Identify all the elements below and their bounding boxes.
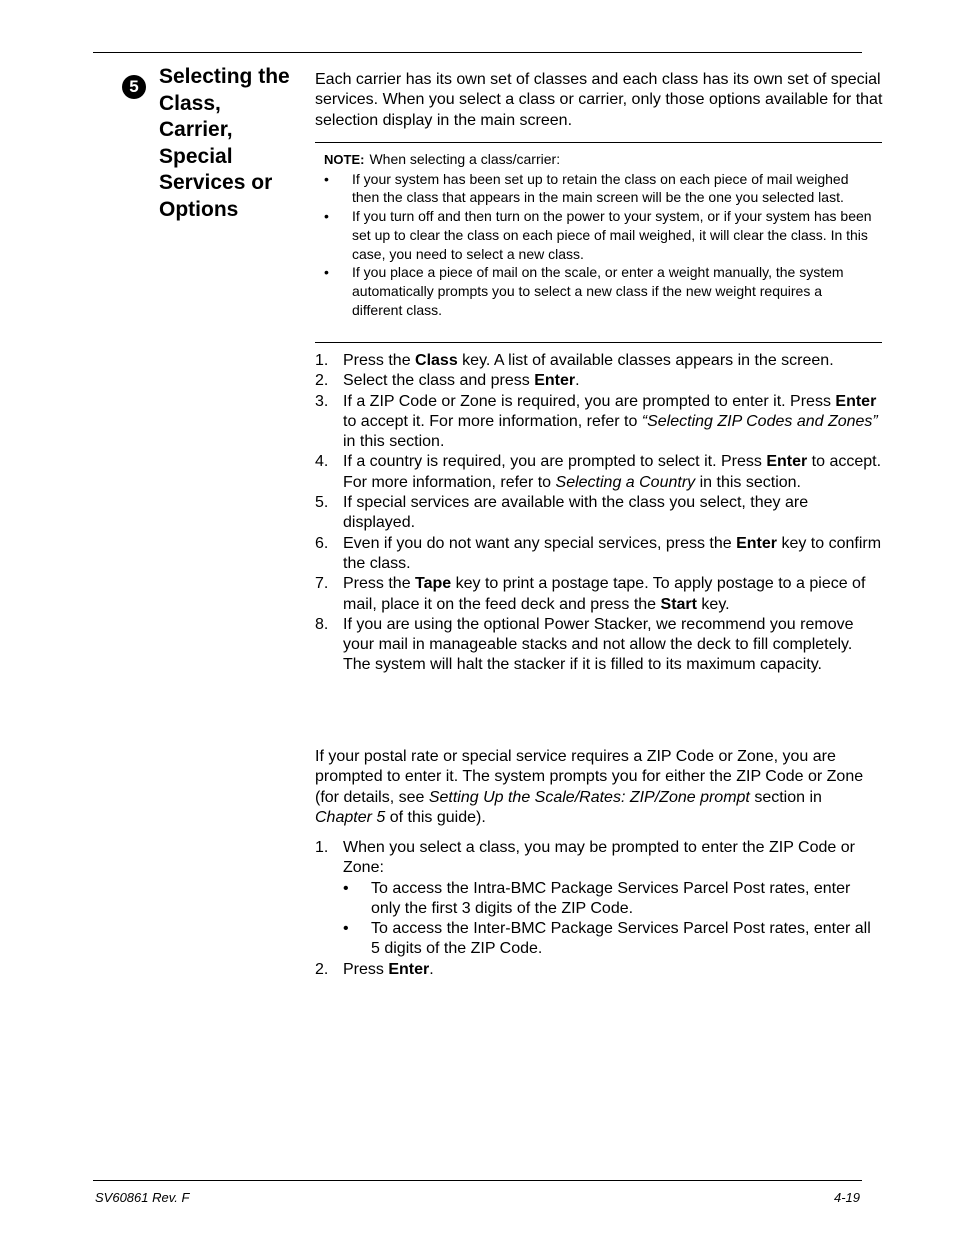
note-item: • If you place a piece of mail on the scale, or enter a weight manually, the system automatically prompts you to select a new class if the new weight requires a different class. <box>324 263 874 319</box>
step-number: 2. <box>315 372 329 390</box>
step-text: key to confirm the class. <box>343 534 882 572</box>
step-number: 3. <box>315 392 329 410</box>
step-text: When you select a class, you may be prompted to enter the ZIP Code or Zone: <box>343 839 855 877</box>
step-number: 2. <box>315 960 329 978</box>
step-item <box>315 371 883 391</box>
note-item: • If you turn off and then turn on the power to your system, or if your system has been set up to clear the class on each piece of mail weighed, it will clear the class. In this case, you need to select a new class. <box>324 207 874 263</box>
zip-bullet-item: • To access the Intra-BMC Package Services Parcel Post rates, enter only the first 3 digits of the ZIP Code. <box>343 879 883 920</box>
key-name: Enter <box>835 392 877 410</box>
intro-paragraph: Each carrier has its own set of classes and each class has its own set of special services. When you select a class or carrier, only those options available for that selection display in the main screen. <box>315 71 883 129</box>
step-text: Press <box>343 960 389 978</box>
step-text: Press the <box>343 352 416 369</box>
step-item <box>315 493 883 534</box>
footer-document-id: SV60861 Rev. F <box>95 1190 190 1205</box>
step-item <box>315 838 883 960</box>
step-item <box>315 615 883 676</box>
zip-text: If your postal rate or special service requires a ZIP Code or Zone, you are prompted to enter it. The system prompts you for either the ZIP Code or Zone (for details, see <box>315 748 864 806</box>
step-text: to accept. For more information, refer to <box>343 453 882 491</box>
step-text: key to print a postage tape. To apply postage to a piece of mail, place it on the feed deck and press the <box>343 575 866 613</box>
step-number: 8. <box>315 615 329 633</box>
zip-steps-list <box>315 838 883 980</box>
step-number: 1. <box>315 839 329 856</box>
note-item: • If your system has been set up to retain the class on each piece of mail weighed then the class that appears in the main screen will be the one you selected last. <box>324 170 874 207</box>
note-heading <box>324 150 874 170</box>
cross-reference: Chapter 5 <box>315 808 386 826</box>
step-number: 6. <box>315 534 329 552</box>
key-name: Start <box>660 595 697 613</box>
key-name: Enter <box>736 534 777 552</box>
step-item <box>315 392 883 453</box>
step-text: Press the <box>343 575 416 593</box>
step-text: to accept it. For more information, refer to <box>343 412 642 430</box>
top-rule <box>93 52 862 53</box>
step-item <box>315 574 883 615</box>
zip-bullet-list <box>343 879 883 960</box>
cross-reference: Selecting a Country <box>555 473 696 491</box>
step-text: Select the class and press <box>343 372 535 390</box>
step-number: 1. <box>315 352 329 369</box>
step-text: in this section. <box>343 433 445 451</box>
step-number-badge: 5 <box>122 75 146 99</box>
step-number: 5. <box>315 494 329 512</box>
note-box <box>315 142 882 343</box>
cross-reference: “Selecting ZIP Codes and Zones” <box>641 412 878 430</box>
step-number: 4. <box>315 453 329 471</box>
class-steps-list <box>315 351 883 676</box>
step-text: If special services are available with the class you select, they are displayed. <box>343 494 809 532</box>
key-name: Enter <box>766 453 808 471</box>
step-text: key. <box>696 595 730 613</box>
footer-rule <box>93 1180 862 1181</box>
step-text: If a ZIP Code or Zone is required, you are prompted to enter it. Press <box>343 392 836 410</box>
step-item <box>315 351 883 371</box>
zip-bullet-item: • To access the Inter-BMC Package Services Parcel Post rates, enter all 5 digits of the ZIP Code. <box>343 919 883 960</box>
step-item <box>315 960 883 980</box>
step-text: . <box>429 960 434 978</box>
key-name: Enter <box>534 372 576 390</box>
note-label: NOTE: <box>324 152 365 167</box>
cross-reference: Setting Up the Scale/Rates: ZIP/Zone prompt <box>428 788 750 806</box>
key-name: Tape <box>415 575 452 593</box>
note-heading-text: When selecting a class/carrier: <box>369 151 561 167</box>
section-heading: Selecting the Class, Carrier, Special Services or Options <box>159 65 290 221</box>
step-text: Even if you do not want any special services, press the <box>343 534 737 552</box>
step-text: in this section. <box>695 473 801 491</box>
note-list <box>324 170 874 320</box>
zip-zone-paragraph <box>315 747 883 828</box>
step-number: 7. <box>315 575 329 593</box>
key-name: Enter <box>388 960 430 978</box>
step-text: key. A list of available classes appears in the screen. <box>457 352 834 369</box>
step-item <box>315 534 883 575</box>
step-item <box>315 452 883 493</box>
key-name: Class <box>415 352 458 369</box>
step-text: If you are using the optional Power Stacker, we recommend you remove your mail in manageable stacks and not allow the deck to fill completely. The system will halt the stacker if it is filled to its maximum capacity. <box>343 615 854 674</box>
zip-text: of this guide). <box>385 808 486 826</box>
step-text: . <box>575 372 580 390</box>
step-text: If a country is required, you are prompted to select it. Press <box>343 453 767 471</box>
zip-text: section in <box>749 788 822 806</box>
footer-page-number: 4-19 <box>833 1190 860 1205</box>
